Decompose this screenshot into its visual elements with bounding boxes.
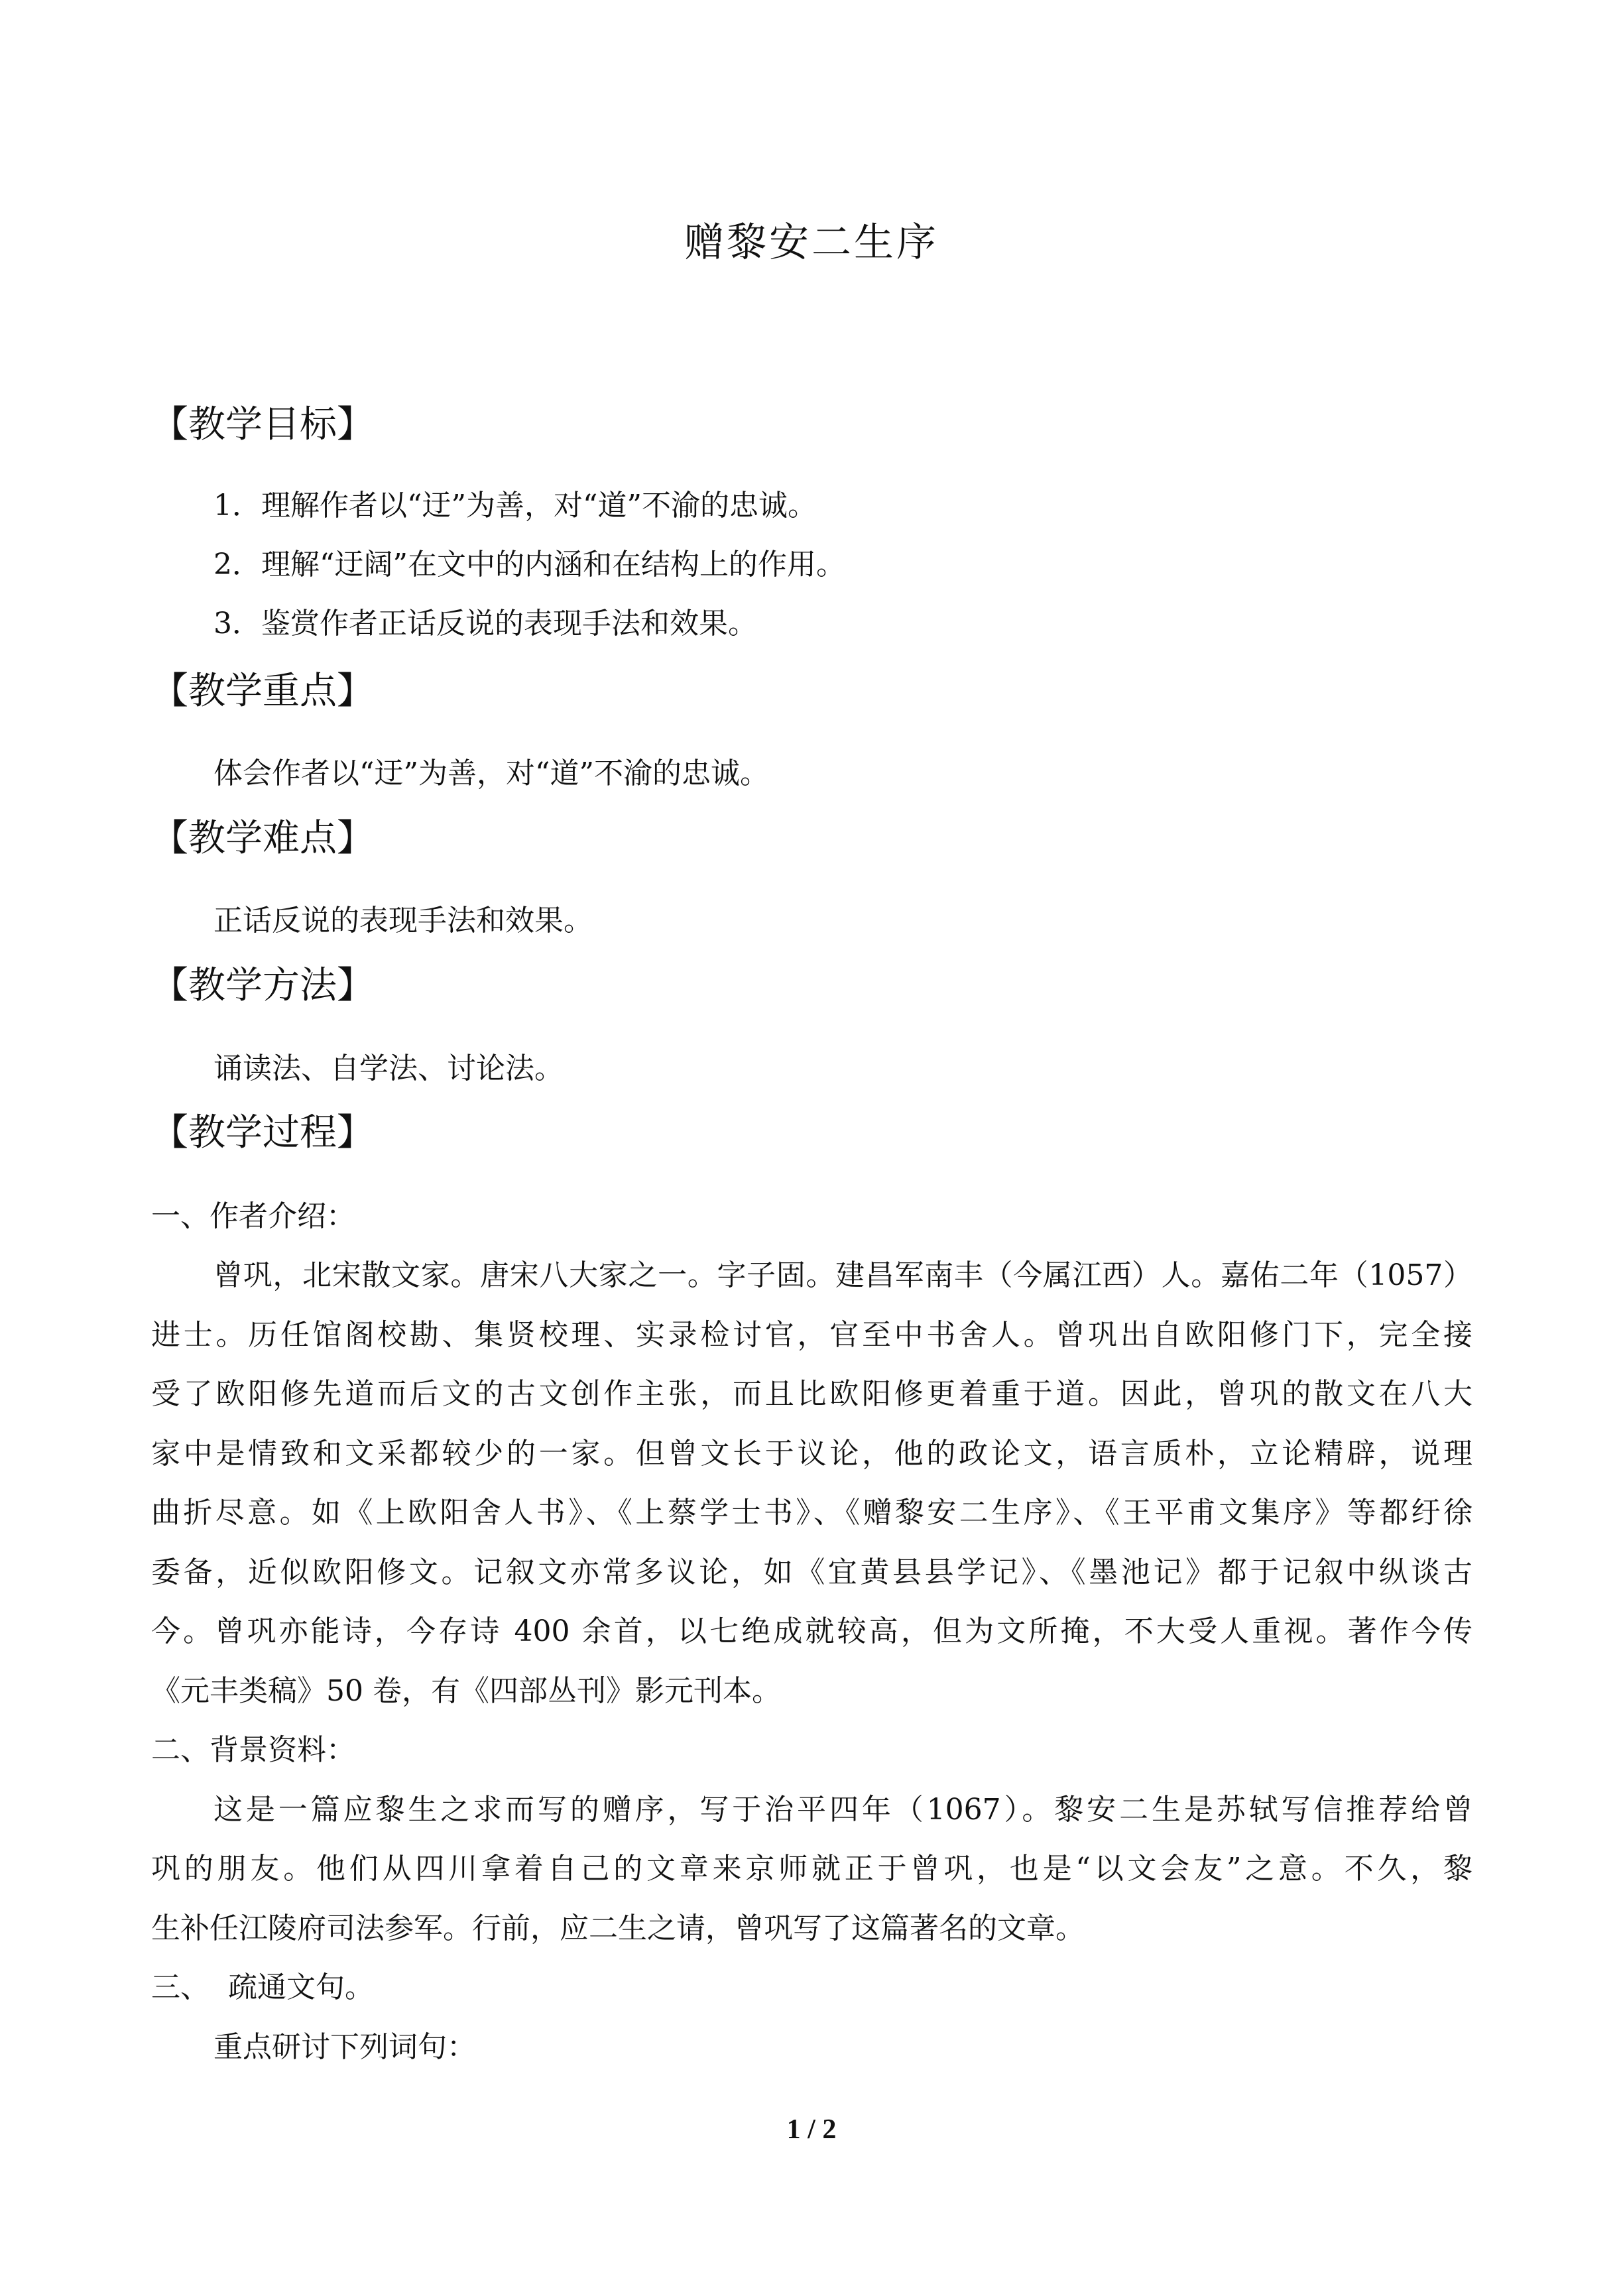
page-title: 赠黎安二生序 xyxy=(684,219,939,266)
background-line: 巩的朋友。他们从四川拿着自己的文章来京师就正于曾巩，也是“以文会友”之意。不久，黎 xyxy=(151,1852,1473,1886)
author-intro-line: 家中是情致和文采都较少的一家。但曾文长于议论，他的政论文，语言质朴，立论精辟，说理 xyxy=(151,1437,1473,1471)
page-number: 1 / 2 xyxy=(786,2114,837,2145)
goal-item-3: 3．鉴赏作者正话反说的表现手法和效果。 xyxy=(213,607,757,640)
key-points-text: 体会作者以“迂”为善，对“道”不渝的忠诚。 xyxy=(213,756,769,790)
author-intro-line: 今。曾巩亦能诗，今存诗 400 余首，以七绝成就较高，但为文所掩，不大受人重视。著作今传 xyxy=(151,1614,1473,1648)
heading-key-points: 【教学重点】 xyxy=(151,670,374,713)
heading-methods: 【教学方法】 xyxy=(151,964,374,1007)
heading-difficulties: 【教学难点】 xyxy=(151,817,374,860)
author-intro-line: 进士。历任馆阁校勘、集贤校理、实录检讨官，官至中书舍人。曾巩出自欧阳修门下，完全接 xyxy=(151,1318,1473,1352)
author-intro-heading: 一、作者介绍： xyxy=(151,1199,355,1233)
methods-text: 诵读法、自学法、讨论法。 xyxy=(213,1052,564,1085)
background-line: 这是一篇应黎生之求而写的赠序，写于治平四年（1067）。黎安二生是苏轼写信推荐给曾 xyxy=(213,1793,1473,1827)
author-intro-line: 委备，近似欧阳修文。记叙文亦常多议论，如《宜黄县县学记》、《墨池记》都于记叙中纵谈古 xyxy=(151,1555,1473,1589)
goal-item-1: 1．理解作者以“迂”为善，对“道”不渝的忠诚。 xyxy=(213,489,817,522)
background-line: 生补任江陵府司法参军。行前，应二生之请，曾巩写了这篇著名的文章。 xyxy=(151,1911,1085,1945)
author-intro-line: 曾巩，北宋散文家。唐宋八大家之一。字子固。建昌军南丰（今属江西）人。嘉佑二年（1057） xyxy=(213,1258,1473,1292)
author-intro-line: 曲折尽意。如《上欧阳舍人书》、《上蔡学士书》、《赠黎安二生序》、《王平甫文集序》等都纡徐 xyxy=(151,1496,1473,1530)
reading-heading: 三、 疏通文句。 xyxy=(151,1970,374,2004)
background-heading: 二、背景资料： xyxy=(151,1733,355,1767)
goal-item-2: 2．理解“迂阔”在文中的内涵和在结构上的作用。 xyxy=(213,548,845,581)
author-intro-line: 受了欧阳修先道而后文的古文创作主张，而且比欧阳修更着重于道。因此，曾巩的散文在八大 xyxy=(151,1377,1473,1411)
heading-process: 【教学过程】 xyxy=(151,1111,374,1154)
difficulties-text: 正话反说的表现手法和效果。 xyxy=(213,904,593,937)
heading-teaching-goals: 【教学目标】 xyxy=(151,403,374,446)
author-intro-line: 《元丰类稿》50 卷，有《四部丛刊》影元刊本。 xyxy=(151,1674,781,1708)
reading-intro: 重点研讨下列词句： xyxy=(213,2030,476,2064)
